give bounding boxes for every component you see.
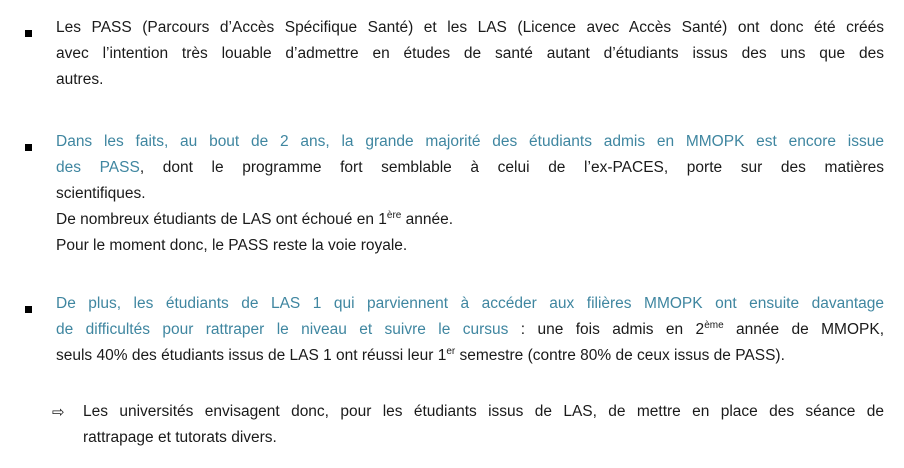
- paragraph-line: autres.: [56, 71, 104, 88]
- ordinal-superscript: er: [446, 345, 456, 357]
- paragraph-line: [56, 155, 884, 181]
- paragraph-line: scientifiques.: [56, 185, 146, 202]
- square-bullet-icon: [25, 144, 32, 151]
- bullet-paragraph-pass-las: [56, 15, 884, 93]
- highlighted-line: Dans les faits, au bout de 2 ans, la grande majorité des étudiants admis en MMOPK est encore issue: [56, 133, 884, 150]
- paragraph-line: Les PASS (Parcours d’Accès Spécifique Santé) et les LAS (Licence avec Accès Santé) ont donc été créés: [56, 19, 884, 36]
- conclusion-paragraph: [83, 399, 884, 451]
- paragraph-line: [56, 343, 884, 369]
- highlighted-text: des PASS: [56, 159, 140, 176]
- highlighted-line: De plus, les étudiants de LAS 1 qui parviennent à accéder aux filières MMOPK ont ensuite davantage: [56, 295, 884, 312]
- paragraph-text: année de MMOPK,: [723, 321, 884, 338]
- paragraph-line: avec l’intention très louable d’admettre en études de santé autant d’étudiants issus des uns que des: [56, 45, 884, 62]
- paragraph-line: Les universités envisagent donc, pour les étudiants issus de LAS, de mettre en place des séance de: [83, 403, 884, 420]
- paragraph-text: : une fois admis en 2: [508, 321, 705, 338]
- bullet-paragraph-majority-pass: [56, 129, 884, 259]
- ordinal-superscript: ème: [704, 319, 724, 331]
- outline-right-arrow-icon: ⇨: [52, 403, 65, 421]
- square-bullet-icon: [25, 306, 32, 313]
- paragraph-text: De nombreux étudiants de LAS ont échoué en 1: [56, 211, 387, 228]
- bullet-paragraph-las-difficulties: [56, 291, 884, 369]
- paragraph-line: [56, 207, 884, 233]
- paragraph-text: semestre (contre 80% de ceux issus de PASS).: [455, 347, 785, 364]
- paragraph-text: , dont le programme fort semblable à celui de l’ex-PACES, porte sur des matières: [139, 159, 884, 176]
- paragraph-line: rattrapage et tutorats divers.: [83, 429, 277, 446]
- paragraph-text: année.: [401, 211, 454, 228]
- paragraph-line: [56, 317, 884, 343]
- highlighted-text: de difficultés pour rattraper le niveau et suivre le cursus: [56, 321, 509, 338]
- paragraph-text: seuls 40% des étudiants issus de LAS 1 ont réussi leur 1: [56, 347, 447, 364]
- square-bullet-icon: [25, 30, 32, 37]
- paragraph-line: Pour le moment donc, le PASS reste la voie royale.: [56, 237, 408, 254]
- ordinal-superscript: ère: [386, 209, 402, 221]
